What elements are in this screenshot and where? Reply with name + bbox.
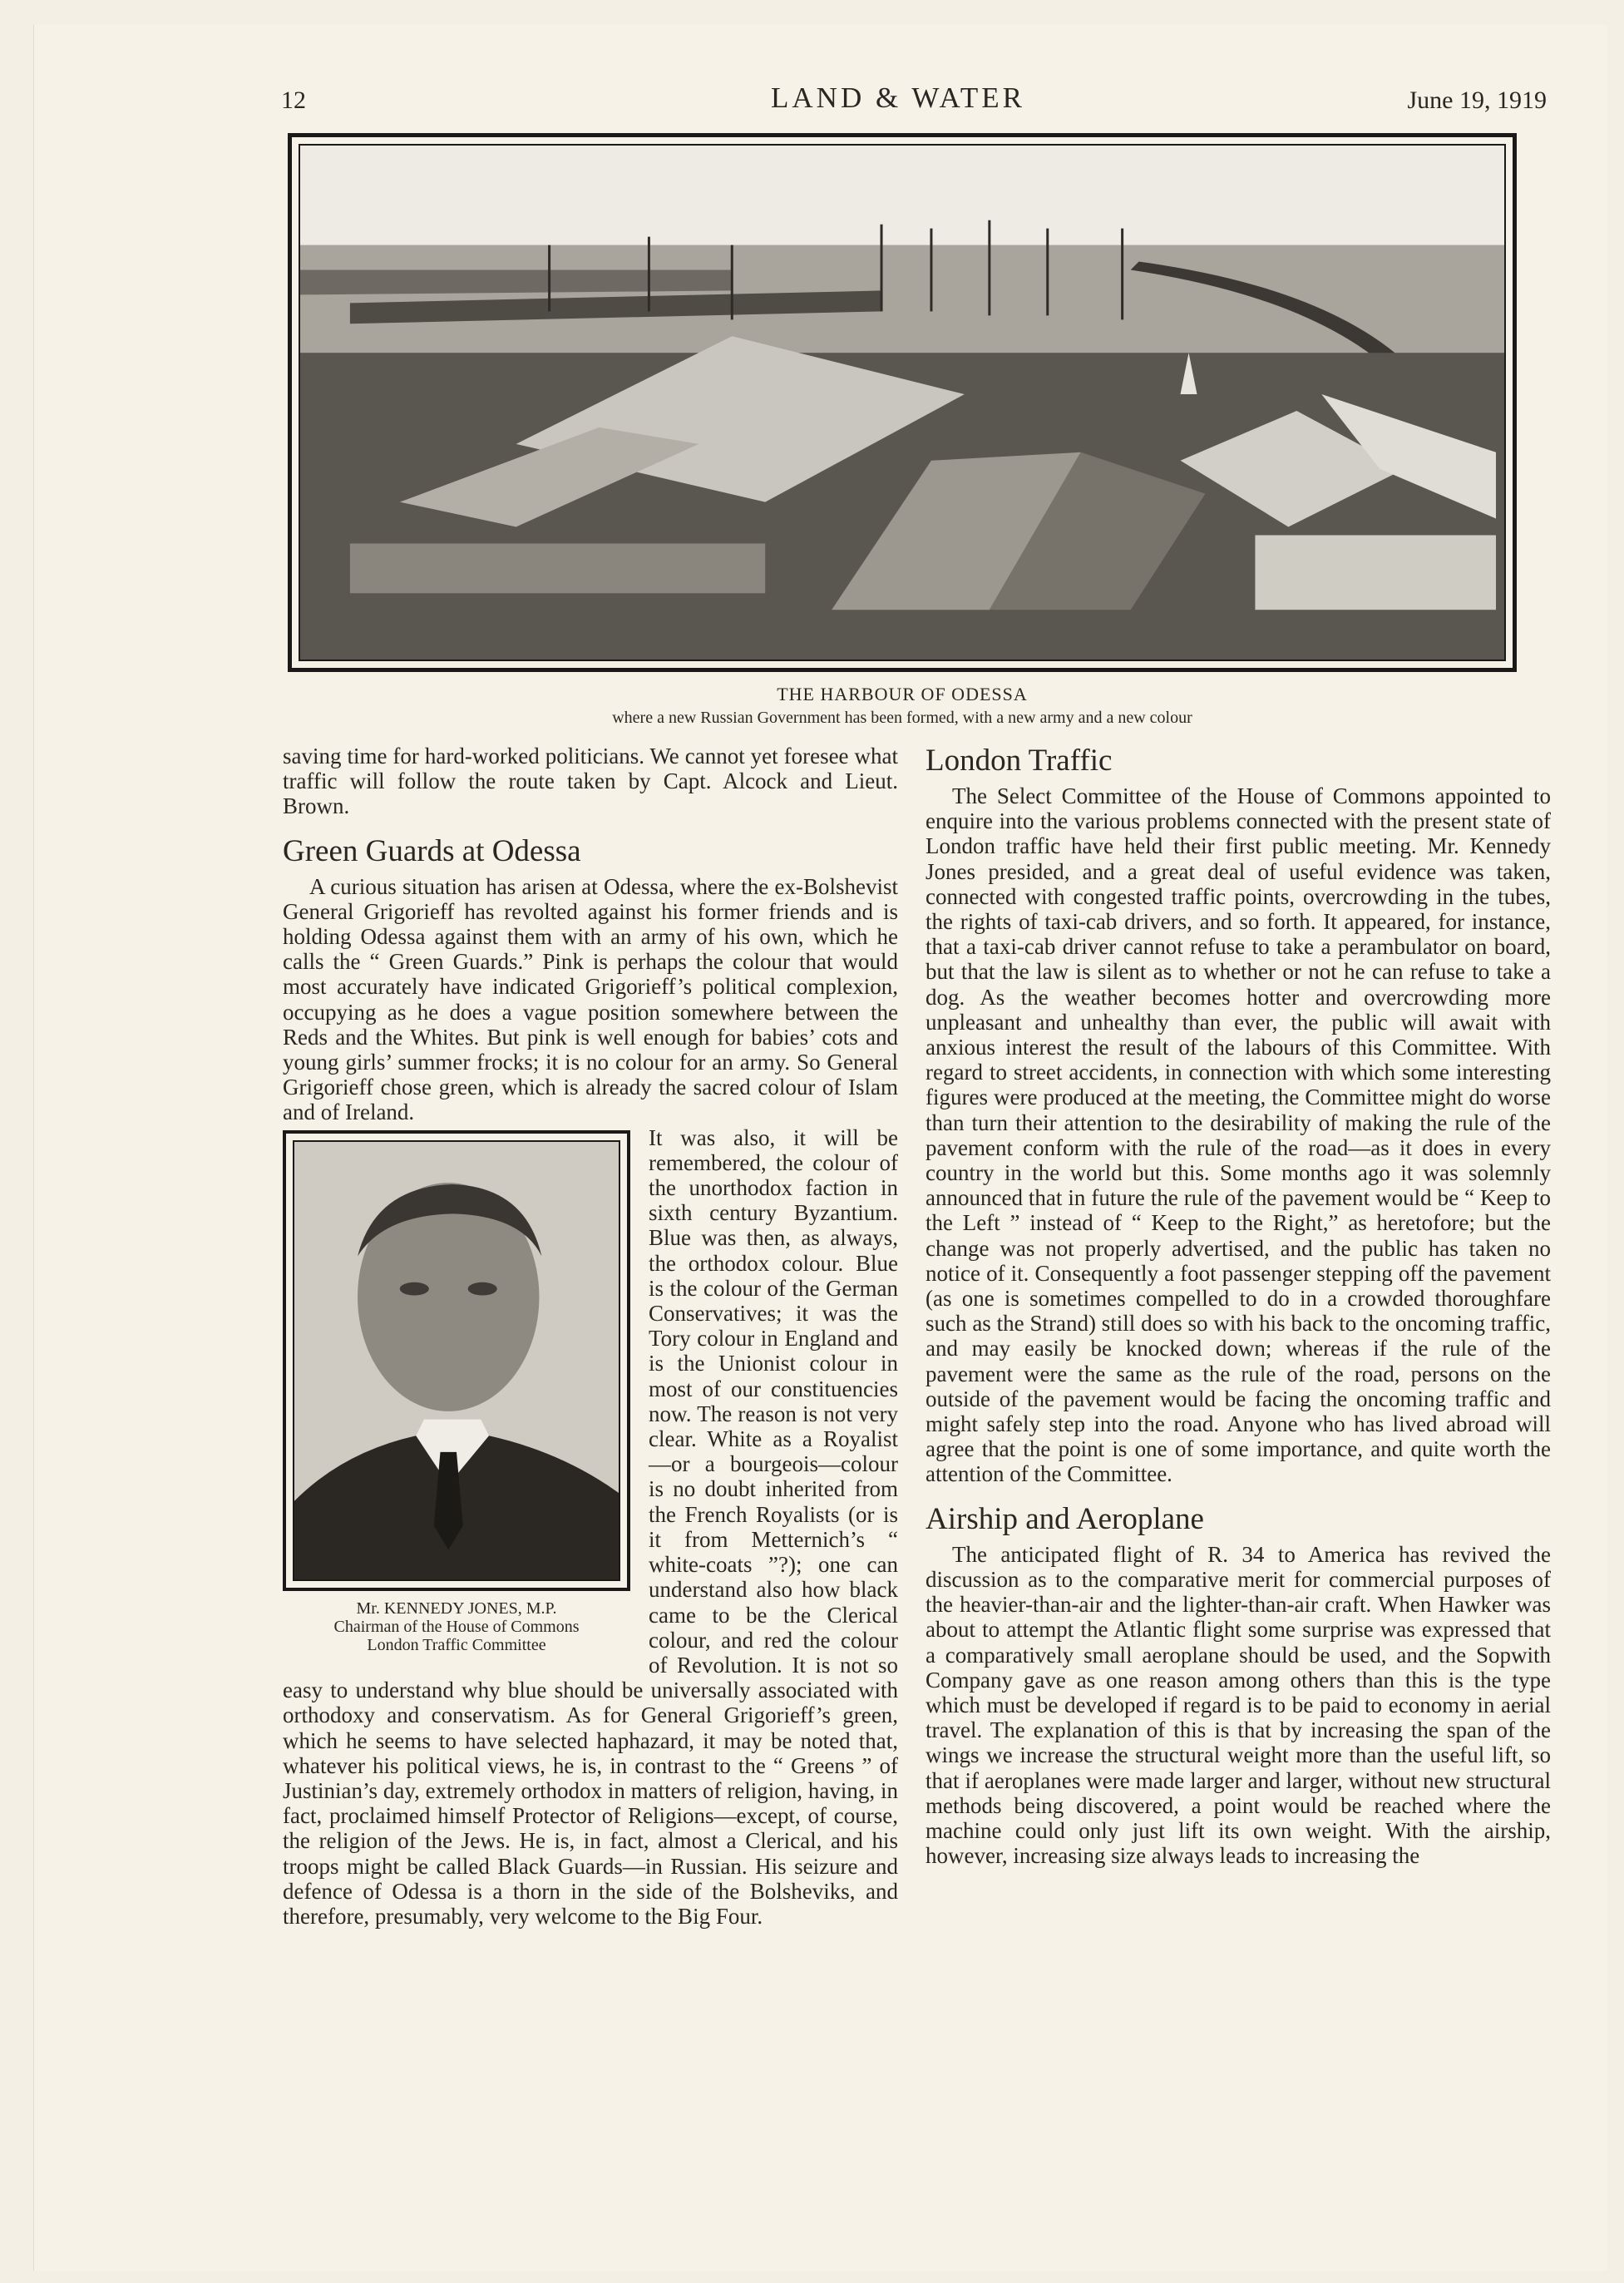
airship-paragraph: The anticipated flight of R. 34 to America has revived the discussion as to the comparative merit for commercial purposes of the heavier-than-air and the lighter-than-air craft. When Hawker was about to attempt the Atlantic flight some surprise was expressed that a comparatively small aeroplane should be used, and the Sopwith Company gave as one reason among others than this is the type which must be developed if regard is to be paid to economy in aerial travel. The explanation of this is that by increasing the span of the wings we increase the structural weight more than the useful lift, so that if aeroplanes were made larger and larger, without new structural methods being discovered, a point would be reached where the machine could only just lift its own weight. With the airship, however, increasing size always leads to increasing the <box>926 1541 1551 1869</box>
portrait-photo <box>294 1142 619 1579</box>
portrait-caption-committee: London Traffic Committee <box>367 1635 546 1654</box>
heading-airship-aeroplane: Airship and Aeroplane <box>926 1501 1204 1536</box>
right-column <box>926 744 1551 1868</box>
green-guards-paragraph-1: A curious situation has arisen at Odessa, where the ex-Bolshevist General Grigorieff has revolted against his former friends and is holding Odessa against them with an army of his own, which he calls the “ Green Guards.” Pink is perhaps the colour that would most accurately have indicated Grigorieff’s political complexion, occupying as he does a vague position somewhere between the Reds and the Whites. But pink is well enough for babies’ cots and young girls’ summer frocks; it is no colour for an army. So General Grigorieff chose green, which is already the sacred colour of Islam and of Ireland. <box>283 873 898 1125</box>
portrait-figure <box>283 1130 630 1654</box>
heading-green-guards: Green Guards at Odessa <box>283 833 581 868</box>
harbour-photo-caption-title: THE HARBOUR OF ODESSA <box>777 684 1028 704</box>
publication-title: LAND & WATER <box>771 82 1025 114</box>
london-traffic-paragraph: The Select Committee of the House of Commons appointed to enquire into the various problems connected with the present state of London traffic have held their first public meeting. Mr. Kennedy Jones presided, and a great deal of useful evidence was taken, connected with congested traffic points, overcrowding in the tubes, the rights of taxi-cab drivers, and so forth. It appeared, for instance, that a taxi-cab driver cannot refuse to take a perambulator on board, but that the law is silent as to whether or not he can refuse to take a dog. As the weather becomes hotter and overcrowding more unpleasant and unhealthy than ever, the public will await with anxious interest the result of the labours of this Committee. With regard to street accidents, in connection with which some interesting figures were produced at the meeting, the Committee might do worse than turn their attention to the desirability of making the rule of the pavement conform with the rule of the road—as it does in every country in the world but this. Some months ago it was solemnly announced that in future the rule of the pavement would be “ Keep to the Left ” instead of “ Keep to the Right,” as heretofore; but the change was not properly advertised, and the public has taken no notice of it. Consequently a foot passenger stepping off the pavement (as one is sometimes compelled to do in a crowded thoroughfare such as the Strand) still does so with his back to the oncoming traffic, and may easily be knocked down; whereas if the rule of the pavement were the same as the rule of the road, persons on the outside of the pavement would be facing the oncoming traffic and might safely step into the road. Anyone who has lived abroad will agree that the point is one of some importance, and quite worth the attention of the Committee. <box>926 783 1551 1487</box>
portrait-caption-name: Mr. KENNEDY JONES, M.P. <box>356 1599 557 1618</box>
portrait-frame <box>283 1130 630 1591</box>
harbour-photo-caption-sub: where a new Russian Government has been formed, with a new army and a new colour <box>612 709 1192 727</box>
page-header <box>249 82 1547 123</box>
left-column <box>283 744 898 1929</box>
harbour-photo <box>288 133 1517 672</box>
left-intro-paragraph: saving time for hard-worked politicians. We cannot yet foresee what traffic will follow the route taken by Capt. Alcock and Lieut. Brown. <box>283 744 898 819</box>
page-number: 12 <box>281 86 306 114</box>
portrait-caption-role: Chairman of the House of Commons <box>333 1617 580 1636</box>
green-guards-paragraph-2: It was also, it will be remembered, the colour of the unorthodox faction in sixth century Byzantium. Blue was then, as always, the orthodox colour. Blue is the colour of the German Conservatives; it was the Tory colour in England and is the Unionist colour in most of our constituencies now. The reason is not very clear. White as a Royalist—or a bourgeois—colour is no doubt inherited from the French Royalists (or is it from Metternich’s “ white-coats ”?); one can understand also how black came to be the Clerical colour, and red the colour of Revolution. It is not so easy to understand why blue should be universally associated with orthodoxy and conservatism. As for General Grigorieff’s green, which he seems to have selected haphazard, it may be noted that, whatever his political views, he is, in contrast to the “ Greens ” of Justinian’s day, extremely orthodox in matters of religion, having, in fact, proclaimed himself Protector of Religions—except, of course, the religion of the Jews. He is, in fact, almost a Clerical, and his troops might be called Black Guards—in Russian. His seizure and defence of Odessa is a thorn in the side of the Bolsheviks, and therefore, presumably, very welcome to the Big Four. <box>283 1124 898 1929</box>
issue-date: June 19, 1919 <box>1407 86 1547 114</box>
harbour-photo-image <box>300 146 1504 660</box>
heading-london-traffic: London Traffic <box>926 744 1113 778</box>
